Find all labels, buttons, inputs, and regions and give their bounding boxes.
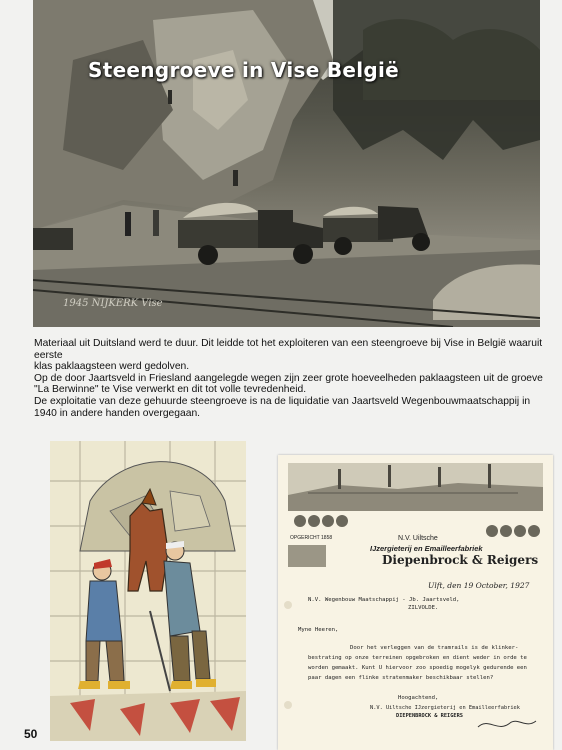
letter-body-line: Door het verleggen van de tramrails is de klinker- bbox=[350, 645, 519, 651]
company-letter bbox=[278, 455, 553, 750]
stained-glass-drawing bbox=[50, 441, 246, 741]
letter-company-prefix: N.V. Uiltsche bbox=[398, 535, 438, 542]
photo-caption: 1945 NIJKERK Vise bbox=[63, 298, 163, 309]
letter-founded: OPGERICHT 1858 bbox=[290, 535, 333, 541]
quarry-scene bbox=[33, 0, 540, 327]
letter-addressee-city: ZILVOLDE. bbox=[408, 605, 439, 611]
letter-body-line: paar dagen een flinke stratenmaker beschikbaar stellen? bbox=[308, 675, 494, 681]
paragraph: Op de door Jaartsveld in Friesland aangelegde wegen zijn zeer grote hoeveelheden paklaagsteen uit de groeve "La Berwinne" te Vise verwerkt en dit tot volle tevredenheid. bbox=[34, 372, 543, 396]
drawing-illustration bbox=[50, 441, 246, 741]
photo-title: Steengroeve in Vise België bbox=[88, 58, 400, 82]
letter-sign-company: N.V. Uiltsche IJzergieterij en Emailleerfabriek bbox=[370, 705, 520, 711]
letter-addressee: N.V. Wegenbouw Maatschappij - Jb. Jaartsveld, bbox=[308, 597, 460, 603]
paragraph: klas paklaagsteen werd gedolven. bbox=[34, 361, 190, 373]
letter-sign-name: DIEPENBROCK & REIGERS bbox=[396, 713, 463, 719]
quarry-photo bbox=[33, 0, 540, 327]
letter-salutation: Myne Heeren, bbox=[298, 627, 339, 633]
letter-closing: Hoogachtend, bbox=[398, 695, 439, 701]
letter-company-sub: IJzergieterij en Emailleerfabriek bbox=[370, 544, 483, 553]
letter-date: Ulft, den 19 October, 1927 bbox=[428, 581, 530, 590]
page-number: 50 bbox=[24, 727, 38, 741]
letter-body-line: bestrating op onze terreinen opgebroken en dient weder in orde te bbox=[308, 655, 527, 661]
paragraph: De exploitatie van deze gehuurde steengroeve is na de liquidatie van Jaartsveld Wegenbouwmaatschappij in 1940 in andere handen overgegaan. bbox=[34, 395, 531, 419]
letter-company-name: Diepenbrock & Reigers bbox=[382, 553, 539, 567]
letter-body-line: worden gemaakt. Kunt U hiervoor zoo spoedig mogelyk gedurende een bbox=[308, 665, 527, 671]
paragraph: Materiaal uit Duitsland werd te duur. Dit leidde tot het exploiteren van een steengroeve bij Vise in België waaruit eerste bbox=[34, 338, 543, 361]
body-text bbox=[34, 338, 544, 419]
